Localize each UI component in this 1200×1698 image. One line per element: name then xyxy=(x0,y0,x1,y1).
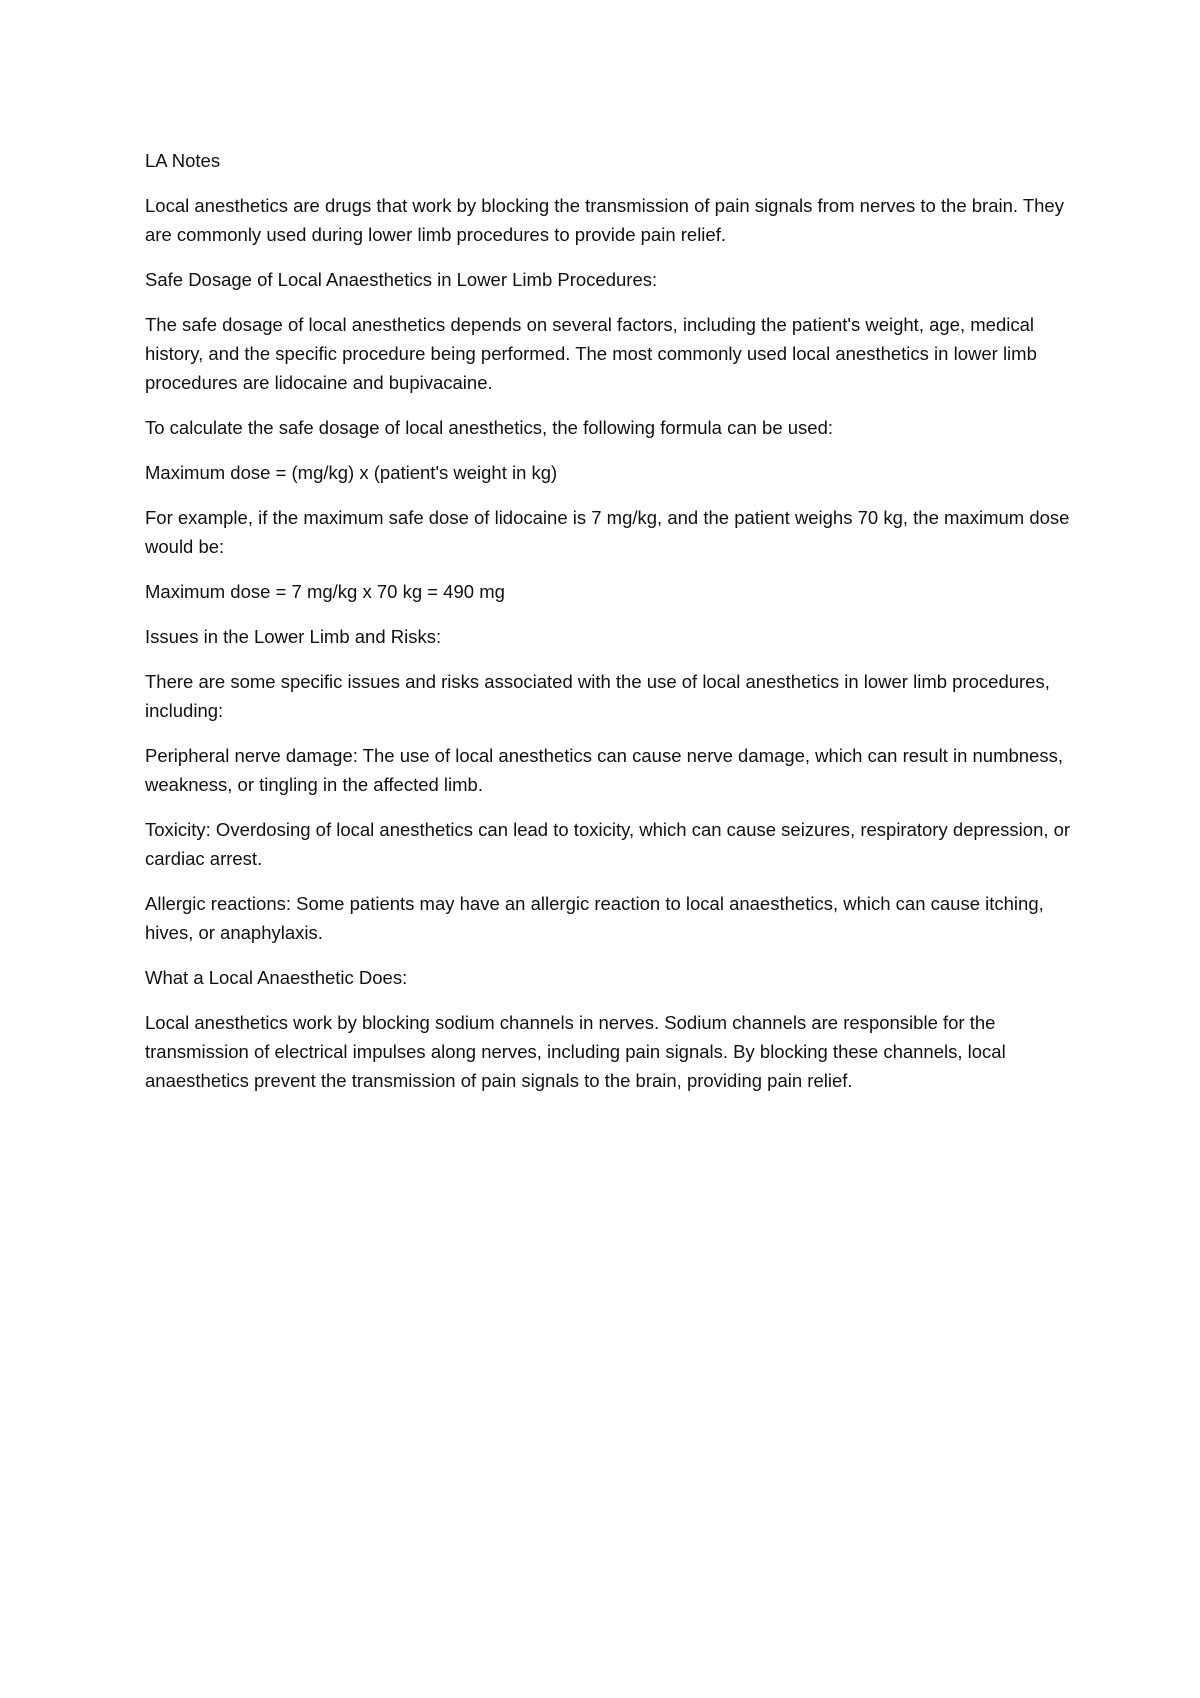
risk-item-allergic-reactions: Allergic reactions: Some patients may have an allergic reaction to local anaesthetics, which can cause itching, hives, or anaphylaxis. xyxy=(145,893,1044,943)
document-title: LA Notes xyxy=(145,150,221,171)
formula-line: Maximum dose = (mg/kg) x (patient's weight in kg) xyxy=(145,462,558,483)
example-calculation-line: Maximum dose = 7 mg/kg x 70 kg = 490 mg xyxy=(145,581,505,602)
intro-paragraph: Local anesthetics are drugs that work by blocking the transmission of pain signals from nerves to the brain. They are commonly used during lower limb procedures to provide pain relief. xyxy=(145,195,1064,245)
formula-intro-paragraph: To calculate the safe dosage of local anesthetics, the following formula can be used: xyxy=(145,417,834,438)
mechanism-paragraph: Local anesthetics work by blocking sodium channels in nerves. Sodium channels are responsible for the transmission of electrical impulses along nerves, including pain signals. By blocking these channels, local anaesthetics prevent the transmission of pain signals to the brain, providing pain relief. xyxy=(145,1012,1006,1091)
section-heading-mechanism: What a Local Anaesthetic Does: xyxy=(145,967,408,988)
safe-dosage-paragraph: The safe dosage of local anesthetics depends on several factors, including the patient's weight, age, medical history, and the specific procedure being performed. The most commonly used local anesthetics in lower limb procedures are lidocaine and bupivacaine. xyxy=(145,314,1037,393)
section-heading-safe-dosage: Safe Dosage of Local Anaesthetics in Lower Limb Procedures: xyxy=(145,269,658,290)
section-heading-issues-risks: Issues in the Lower Limb and Risks: xyxy=(145,626,442,647)
document-body xyxy=(145,146,1075,1111)
risks-intro-paragraph: There are some specific issues and risks associated with the use of local anesthetics in lower limb procedures, including: xyxy=(145,671,1050,721)
risk-item-toxicity: Toxicity: Overdosing of local anesthetics can lead to toxicity, which can cause seizures, respiratory depression, or cardiac arrest. xyxy=(145,819,1071,869)
risk-item-nerve-damage: Peripheral nerve damage: The use of local anesthetics can cause nerve damage, which can result in numbness, weakness, or tingling in the affected limb. xyxy=(145,745,1063,795)
example-paragraph: For example, if the maximum safe dose of lidocaine is 7 mg/kg, and the patient weighs 70 kg, the maximum dose would be: xyxy=(145,507,1070,557)
